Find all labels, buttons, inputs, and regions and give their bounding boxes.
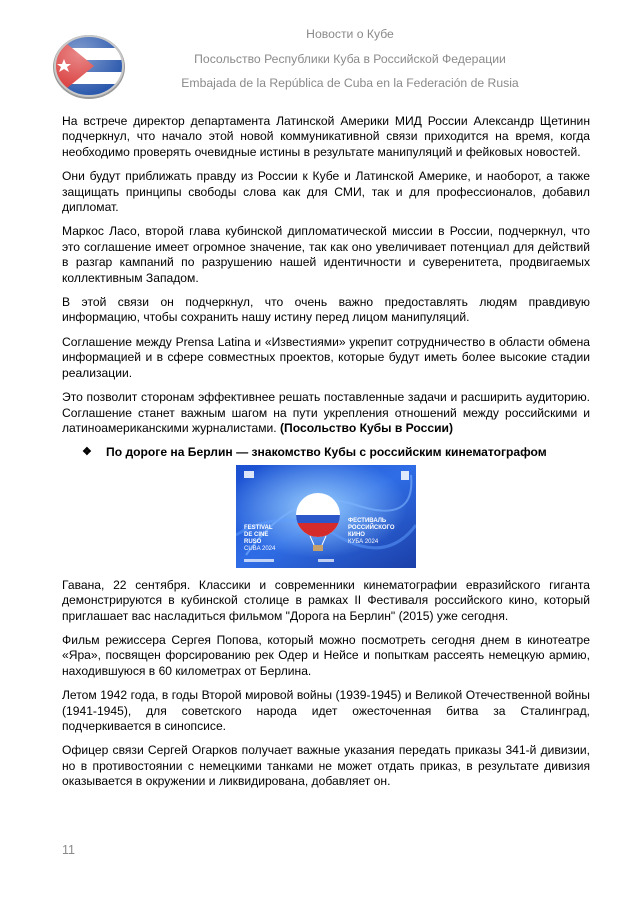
svg-text:FESTIVAL: FESTIVAL [244,524,273,531]
paragraph: Летом 1942 года, в годы Второй мировой войны (1939-1945) и Великой Отечественной войны (1941-1945), для советского народа идет ожесточенная битва за Сталинград, подчеркивается в синопсисе. [62,688,590,733]
paragraph-text: Это позволит сторонам эффективнее решать поставленные задачи и расширить аудиторию. Соглашение станет важным шагом на пути укрепления отношений между российскими и латиноамериканскими журналистами. [62,390,590,435]
paragraph: Они будут приближать правду из России к Кубе и Латинской Америке, и наоборот, а также защищать принципы свободы слова как для СМИ, так и для профессионалов, добавил дипломат. [62,169,590,215]
diamond-bullet-icon: ❖ [82,446,92,459]
svg-text:КУБА 2024: КУБА 2024 [348,538,379,545]
svg-text:КИНО: КИНО [348,531,365,538]
article-body [62,114,590,799]
page-number: 11 [62,843,75,857]
svg-text:ФЕСТИВАЛЬ: ФЕСТИВАЛЬ [348,517,387,524]
source-credit: (Посольство Кубы в России) [280,420,453,435]
header-embassy-es: Embajada de la República de Cuba en la Federación de Rusia [181,76,519,90]
paragraph: Маркос Ласо, второй глава кубинской дипломатической миссии в России, подчеркнул, что это соглашение имеет огромное значение, так как оно увеличивает потенциал для действий в разгар кампаний по разрушению нашей идентичности и суверенитета, продвигаемых коллективным Западом. [62,224,590,285]
paragraph: Гавана, 22 сентября. Классики и современники кинематографии евразийского гиганта демонстрируются в кубинской столице в рамках II Фестиваля российского кино, который приглашает вас насладиться фильмом "Дорога на Берлин" (2015) уже сегодня. [62,577,590,623]
header-embassy-ru: Посольство Республики Куба в Российской Федерации [194,52,506,66]
paragraph: Соглашение между Prensa Latina и «Известиями» укрепит сотрудничество в области обмена информацией и в сфере совместных проектов, которые будут иметь более высокие стадии реализации. [62,334,590,380]
cuba-flag-emblem [50,30,128,100]
svg-text:RUSO: RUSO [244,538,262,545]
section-heading [82,445,590,460]
paragraph: Фильм режиссера Сергея Попова, который можно посмотреть сегодня днем в кинотеатре «Яра», посвящен форсированию рек Одер и Нейсе и попыткам рассеять немецкую армию, находившуюся в 60 километрах от Берлина. [62,632,590,678]
svg-text:РОССИЙСКОГО: РОССИЙСКОГО [348,524,395,531]
svg-text:CUBA 2024: CUBA 2024 [244,545,276,552]
paragraph [62,390,590,436]
header-title: Новости о Кубе [306,27,394,41]
paragraph: На встрече директор департамента Латинской Америки МИД России Александр Щетинин подчеркнул, что начало этой новой коммуникативной связи приходится на время, когда необходимо проверять очевидные истины в результате манипуляций и фейковых новостей. [62,114,590,159]
festival-poster-image [236,465,416,568]
page-header [0,0,639,100]
section-title: По дороге на Берлин — знакомство Кубы с российским кинематографом [106,445,547,460]
svg-text:DE CINE: DE CINE [244,531,269,538]
paragraph: В этой связи он подчеркнул, что очень важно предоставлять людям правдивую информацию, чтобы сохранить нашу истину перед лицом манипуляций. [62,295,590,325]
paragraph: Офицер связи Сергей Огарков получает важные указания передать приказы 341-й дивизии, но в противостоянии с немецкими танками не может отдать приказ, в результате дивизия оказывается в окружении и ликвидирована, добавляет он. [62,743,590,789]
